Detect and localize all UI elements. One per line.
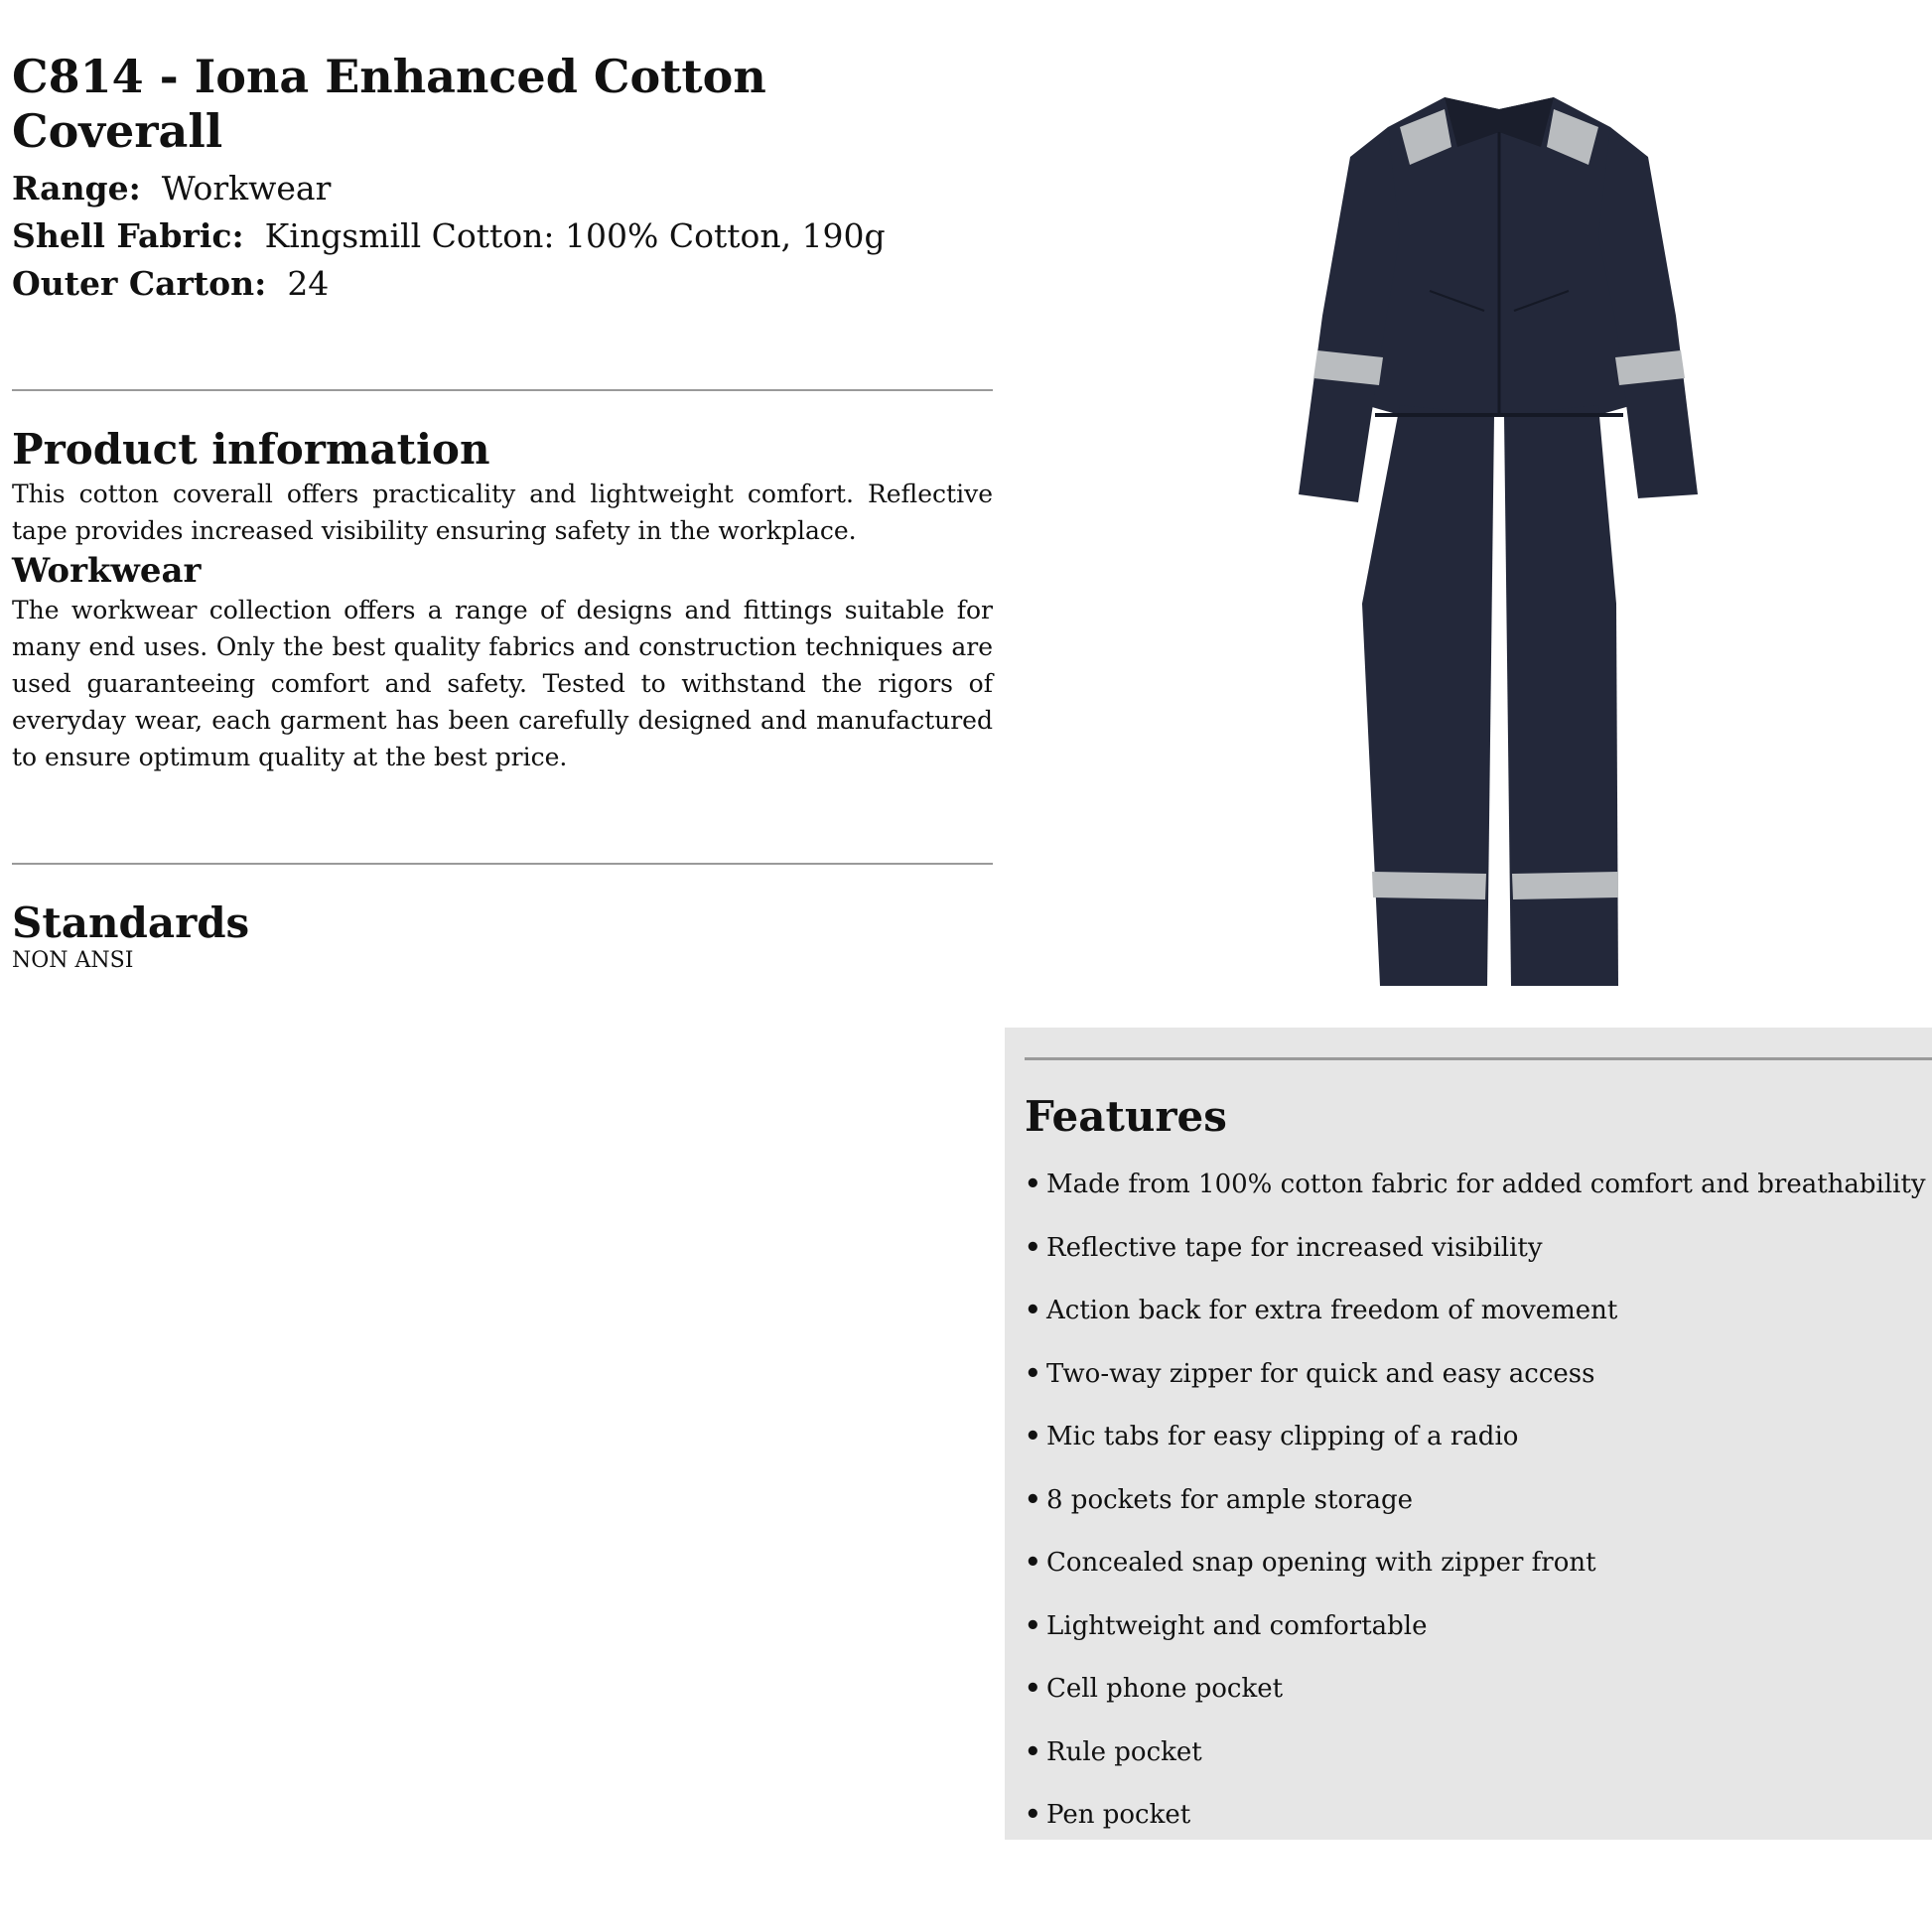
bullet-icon: • <box>1025 1610 1041 1641</box>
list-item <box>1025 1354 1930 1418</box>
features-panel <box>1005 1028 1932 1840</box>
list-item <box>1025 1606 1930 1670</box>
coverall-image <box>1281 87 1718 1006</box>
workwear-heading: Workwear <box>12 550 202 591</box>
bullet-icon: • <box>1025 1800 1041 1830</box>
bullet-icon: • <box>1025 1548 1041 1578</box>
divider <box>12 863 993 865</box>
product-details <box>12 50 993 973</box>
features-list <box>1025 1165 1930 1859</box>
divider <box>12 389 993 391</box>
feature-text: Concealed snap opening with zipper front <box>1046 1548 1596 1578</box>
bullet-icon: • <box>1025 1170 1041 1199</box>
product-title: C814 - Iona Enhanced Cotton Coverall <box>12 50 766 159</box>
bullet-icon: • <box>1025 1736 1041 1767</box>
feature-text: Made from 100% cotton fabric for added comfort and breathability <box>1046 1170 1926 1199</box>
list-item <box>1025 1480 1930 1544</box>
bullet-icon: • <box>1025 1674 1041 1704</box>
feature-text: Reflective tape for increased visibility <box>1046 1232 1543 1263</box>
standards-value: NON ANSI <box>12 947 134 973</box>
product-info-heading: Product information <box>12 425 490 475</box>
spec-range <box>12 165 993 212</box>
list-item <box>1025 1795 1930 1859</box>
spec-outer-carton <box>12 260 993 308</box>
bullet-icon: • <box>1025 1232 1041 1263</box>
bullet-icon: • <box>1025 1358 1041 1389</box>
workwear-text: The workwear collection offers a range of designs and fittings suitable for many end uses. Only the best quality fabrics and construction techniques are used guaranteeing comfort and safety. Tested to withstand the rigors of everyday wear, each garment has been carefully designed and manufactured to ensure optimum quality at the best price. <box>12 595 993 771</box>
spec-range-value: Workwear <box>161 169 332 208</box>
features-heading: Features <box>1025 1092 1227 1141</box>
list-item <box>1025 1732 1930 1796</box>
feature-text: Action back for extra freedom of movement <box>1046 1296 1618 1325</box>
feature-text: Mic tabs for easy clipping of a radio <box>1046 1422 1519 1451</box>
feature-text: Rule pocket <box>1046 1736 1202 1767</box>
bullet-icon: • <box>1025 1422 1041 1451</box>
list-item <box>1025 1543 1930 1606</box>
divider <box>1025 1057 1932 1060</box>
list-item <box>1025 1228 1930 1292</box>
list-item <box>1025 1669 1930 1732</box>
spec-shell-fabric <box>12 212 993 260</box>
bullet-icon: • <box>1025 1296 1041 1325</box>
list-item <box>1025 1165 1930 1228</box>
spec-shell-fabric-label: Shell Fabric: <box>12 216 244 256</box>
bullet-icon: • <box>1025 1484 1041 1515</box>
spec-shell-fabric-value: Kingsmill Cotton: 100% Cotton, 190g <box>264 216 886 256</box>
feature-text: 8 pockets for ample storage <box>1046 1484 1414 1515</box>
list-item <box>1025 1417 1930 1480</box>
feature-text: Lightweight and comfortable <box>1046 1610 1428 1641</box>
spec-outer-carton-value: 24 <box>287 264 330 304</box>
feature-text: Cell phone pocket <box>1046 1674 1284 1704</box>
spec-range-label: Range: <box>12 169 141 208</box>
spec-outer-carton-label: Outer Carton: <box>12 264 267 304</box>
feature-text: Pen pocket <box>1046 1800 1191 1830</box>
product-info-text: This cotton coverall offers practicality and lightweight comfort. Reflective tape provides increased visibility ensuring safety in the workplace. <box>12 479 993 545</box>
list-item <box>1025 1291 1930 1354</box>
feature-text: Two-way zipper for quick and easy access <box>1046 1358 1595 1389</box>
standards-heading: Standards <box>12 897 250 947</box>
